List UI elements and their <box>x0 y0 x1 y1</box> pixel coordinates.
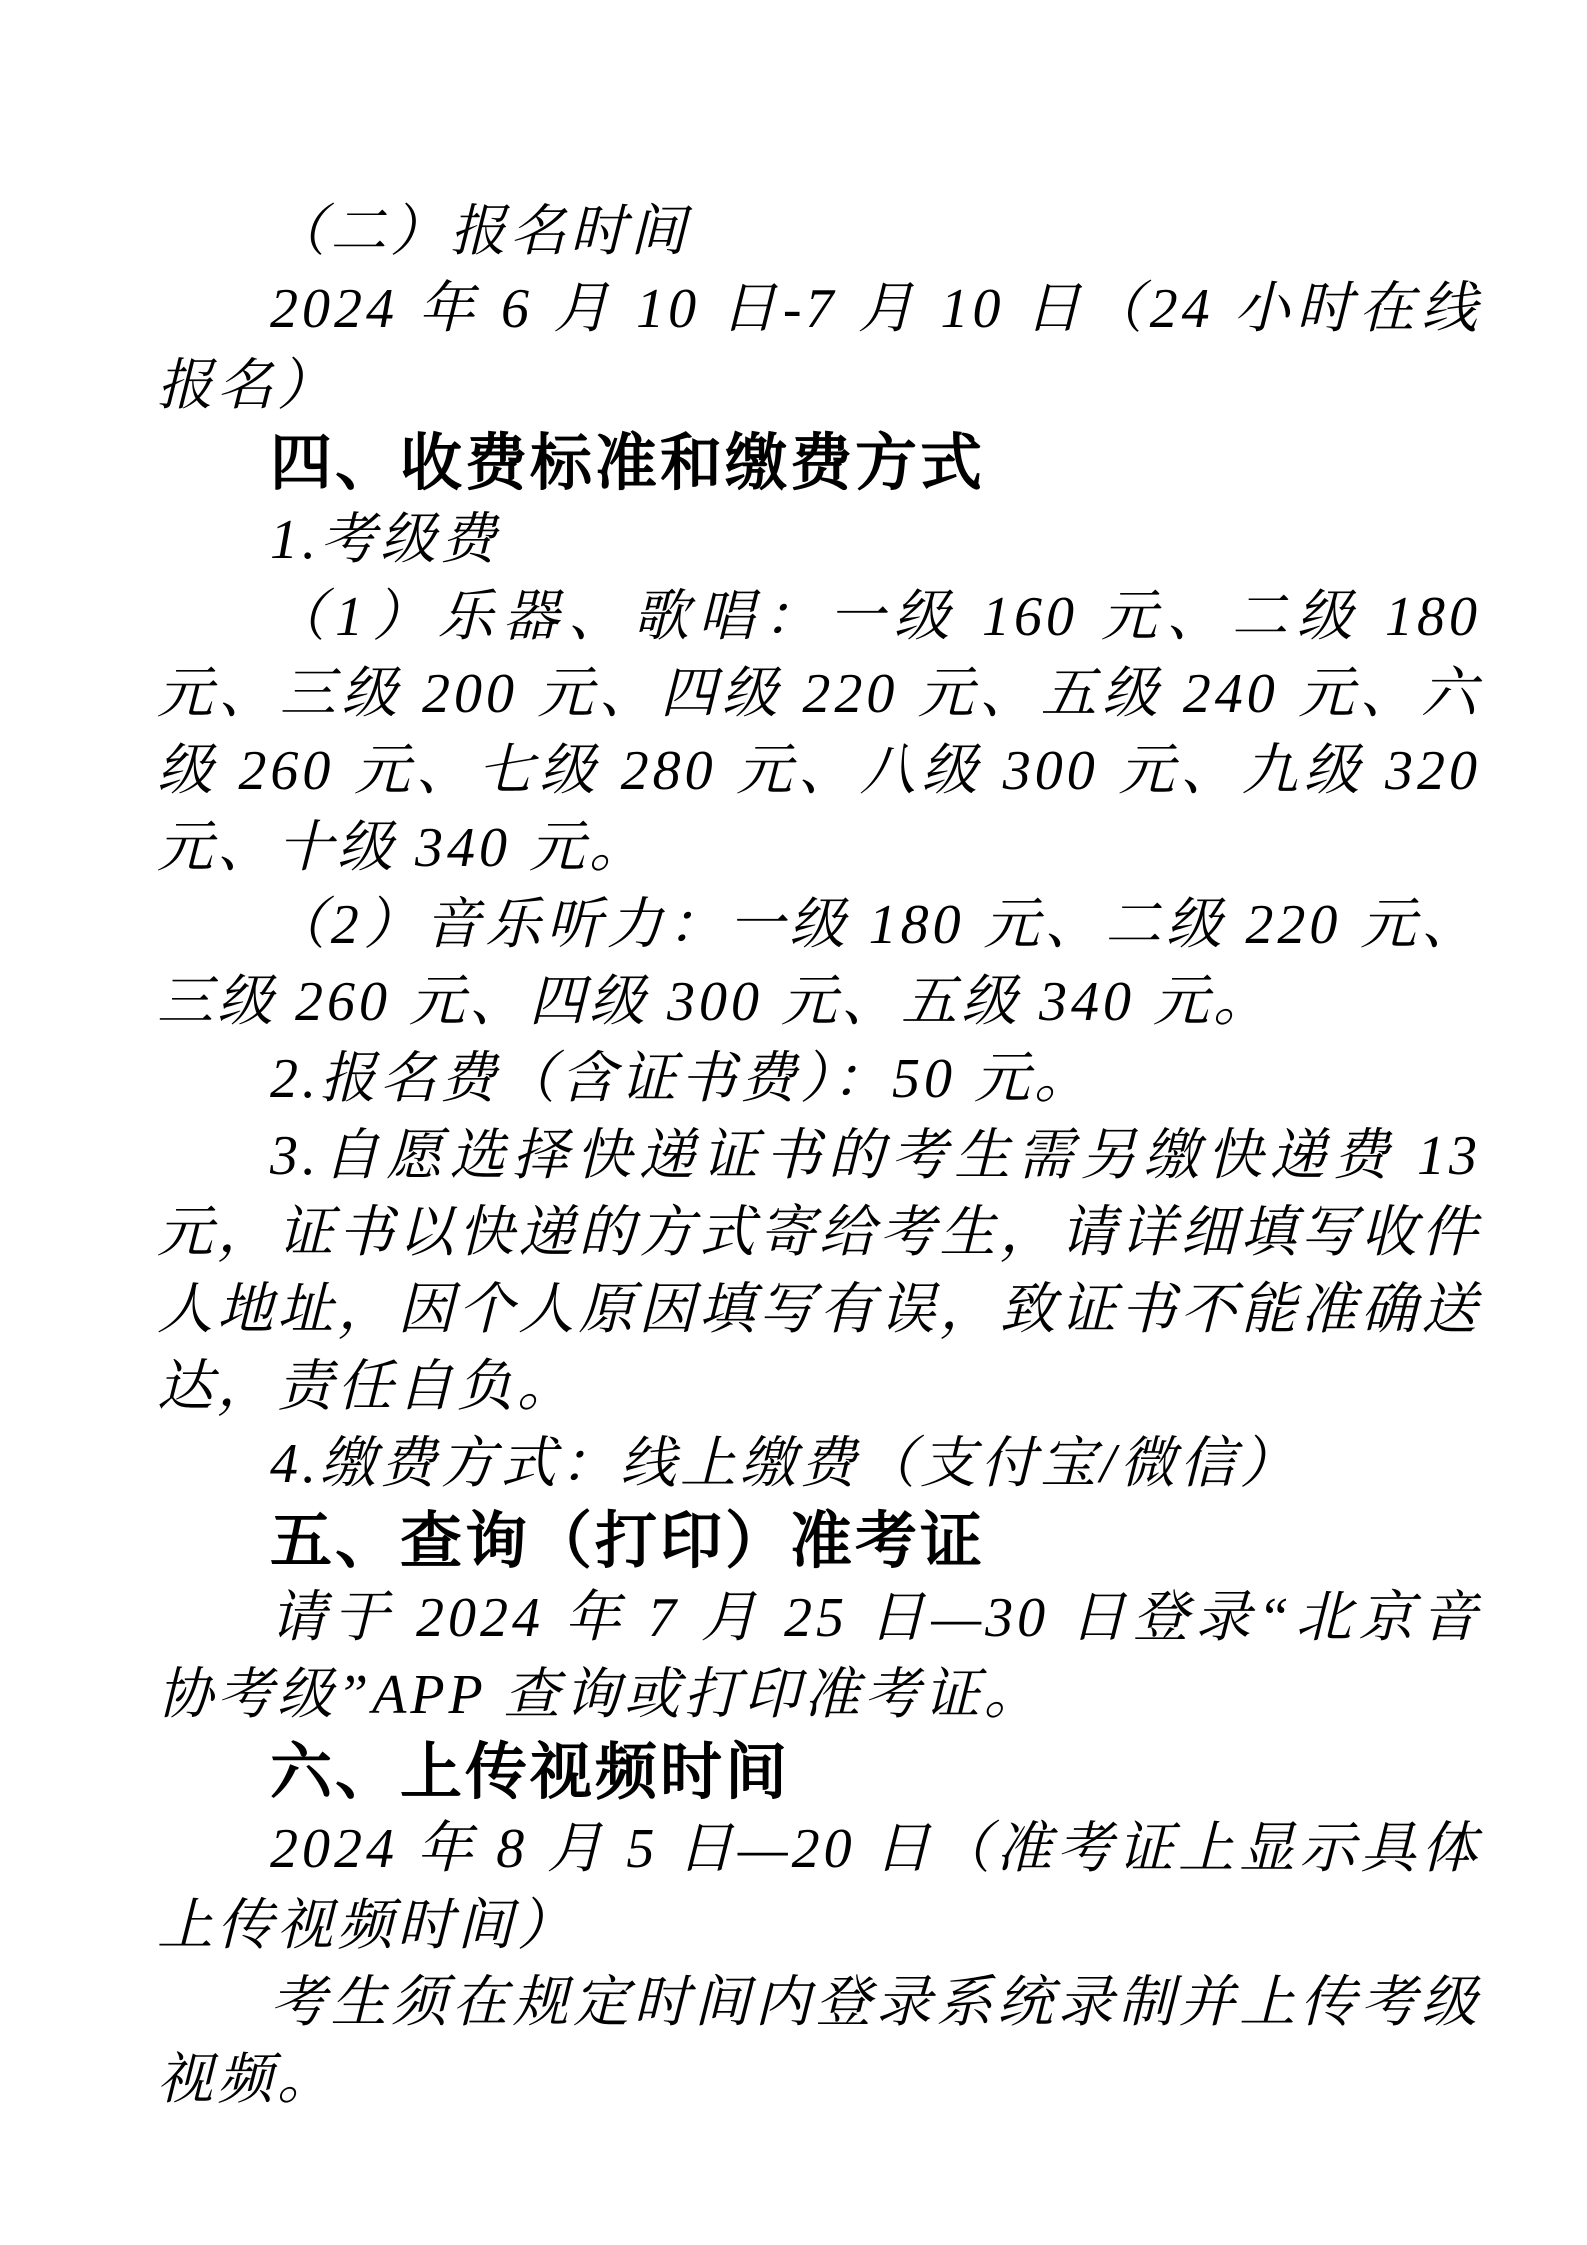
para-registration-fee: 2.报名费（含证书费）：50 元。 <box>270 1048 1094 1110</box>
para-upload-video-requirement: 考生须在规定时间内登录系统录制并上传考级视频。 <box>157 1972 1481 2111</box>
para-upload-video-time-value: 2024 年 8 月 5 日—20 日（准考证上显示具体上传视频时间） <box>157 1818 1481 1957</box>
para-exam-fee-label: 1.考级费 <box>270 509 500 571</box>
heading-section-5-admission-ticket: 五、查询（打印）准考证 <box>270 1507 986 1576</box>
para-registration-time-value: 2024 年 6 月 10 日-7 月 10 日（24 小时在线报名） <box>157 278 1481 417</box>
para-registration-time-subheading: （二）报名时间 <box>270 201 690 263</box>
para-express-delivery-note: 3.自愿选择快递证书的考生需另缴快递费 13 元，证书以快递的方式寄给考生，请详细填写收件人地址，因个人原因填写有误，致证书不能准确送达，责任自负。 <box>157 1125 1481 1418</box>
para-instrument-vocal-fees: （1）乐器、歌唱：一级 160 元、二级 180 元、三级 200 元、四级 220 元、五级 240 元、六级 260 元、七级 280 元、八级 300 元、九级 320 元、十级 340 元。 <box>157 586 1482 879</box>
heading-section-4-fees-and-payment: 四、收费标准和缴费方式 <box>270 429 986 498</box>
heading-section-6-upload-video-time: 六、上传视频时间 <box>270 1738 791 1807</box>
para-admission-ticket-info: 请于 2024 年 7 月 25 日—30 日登录“北京音协考级”APP 查询或打印准考证。 <box>157 1587 1481 1726</box>
para-music-listening-fees: （2）音乐听力：一级 180 元、二级 220 元、三级 260 元、四级 300 元、五级 340 元。 <box>157 894 1481 1033</box>
para-payment-method: 4.缴费方式：线上缴费（支付宝/微信） <box>270 1433 1300 1495</box>
